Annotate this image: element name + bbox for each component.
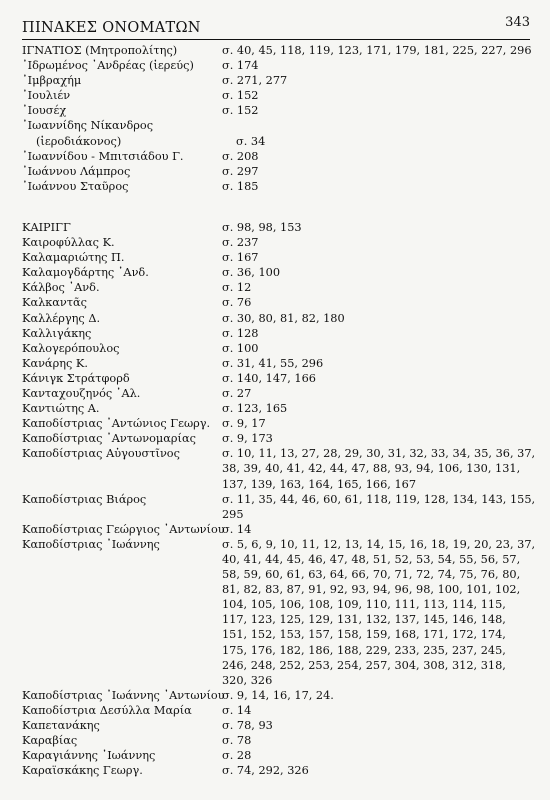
section-title: ΠΙΝΑΚΕΣ ΟΝΟΜΑΤΩΝ: [22, 20, 201, 36]
index-entry: [22, 356, 532, 371]
entry-name: Καλλιγάκης: [22, 326, 92, 340]
entry-name: Κάλβος ᾽Ανδ.: [22, 281, 100, 295]
index-entry: [22, 763, 532, 778]
index-entry: [22, 265, 532, 280]
entry-page-refs: σ. 78: [222, 734, 252, 748]
entry-page-refs: σ. 140, 147, 166: [222, 371, 316, 385]
index-list: [22, 43, 536, 778]
entry-page-refs: σ. 9, 173: [222, 432, 273, 446]
entry-name: ᾽Ιωαννίδου - Μπιτσιάδου Γ.: [22, 149, 184, 163]
entry-page-refs: σ. 208: [222, 149, 259, 163]
index-entry: [22, 58, 532, 73]
entry-page-refs: σ. 174: [222, 59, 259, 73]
index-entry: [22, 280, 532, 295]
entry-name: Καντιώτης Α.: [22, 402, 100, 416]
entry-page-refs: σ. 30, 80, 81, 82, 180: [222, 311, 345, 325]
entry-page-refs: σ. 9, 17: [222, 417, 266, 431]
index-entry: [22, 537, 536, 688]
entry-page-refs: σ. 5, 6, 9, 10, 11, 12, 13, 14, 15, 16, 18, 19, 20, 23, 37, 40, 41, 44, 45, 46, 47, 48, 51, 52, 53, 54, 55, 56, 57, 58, 59, 60, 61, 63, 64, 66, 70, 71, 72, 74, 75, 76, 80, 81, 82, 83, 87, 91, 92, 93, 94, 96, 98, 100, 101, 102, 104, 105, 106, 108, 109, 110, 111, 113, 114, 115, 117, 123, 125, 129, 131, 132, 137, 145, 146, 148, 151, 152, 153, 157, 158, 159, 168, 171, 172, 174, 175, 176, 182, 186, 188, 229, 233, 235, 237, 245, 246, 248, 252, 253, 254, 257, 304, 308, 312, 318, 320, 326: [222, 537, 536, 687]
index-entry: [22, 522, 532, 537]
entry-name: Καιροφύλλας Κ.: [22, 236, 115, 250]
entry-page-refs: σ. 185: [222, 179, 259, 193]
entry-name: Καλογερόπουλος: [22, 341, 120, 355]
entry-page-refs: σ. 31, 41, 55, 296: [222, 356, 324, 370]
entry-name: Καποδίστρια Δεσύλλα Μαρία: [22, 703, 192, 717]
index-entry: [22, 311, 532, 326]
entry-page-refs: σ. 128: [222, 326, 259, 340]
index-entry: [22, 43, 532, 58]
entry-name: Καραβίας: [22, 734, 78, 748]
entry-page-refs: σ. 27: [222, 386, 252, 400]
running-header: [22, 16, 530, 38]
index-entry: [22, 235, 532, 250]
entry-page-refs: σ. 12: [222, 281, 252, 295]
entry-name: ᾽Ιωάννου Σταῦρος: [22, 179, 129, 193]
entry-name: Καλαμαριώτης Π.: [22, 251, 125, 265]
entry-name: ᾽Ιδρωμένος ᾽Ανδρέας (ἱερεύς): [22, 59, 194, 73]
index-entry: [22, 748, 532, 763]
index-entry: [22, 341, 532, 356]
entry-page-refs: σ. 237: [222, 236, 259, 250]
entry-page-refs: σ. 167: [222, 251, 259, 265]
header-rule: [22, 39, 530, 40]
entry-page-refs: σ. 28: [222, 749, 252, 763]
entry-name: ᾽Ιουσέχ: [22, 104, 67, 118]
entry-name: Καραγιάννης ᾽Ιωάννης: [22, 749, 156, 763]
entry-page-refs: σ. 152: [222, 89, 259, 103]
entry-name: Καλκαντᾶς: [22, 296, 87, 310]
entry-name: Καποδίστριας Γεώργιος ᾽Αντωνίου: [22, 522, 225, 536]
entry-name: (ἱεροδιάκονος): [36, 134, 122, 148]
entry-name: Καλλέργης Δ.: [22, 311, 101, 325]
index-entry: [22, 733, 532, 748]
entry-name: Κάνιγκ Στράτφορδ: [22, 371, 130, 385]
index-entry: [22, 88, 532, 103]
index-entry: [22, 295, 532, 310]
index-entry: [22, 118, 532, 133]
section-gap: [22, 194, 532, 220]
index-entry: [22, 149, 532, 164]
entry-name: ΚΑΙΡΙΓΓ: [22, 220, 71, 234]
index-entry: [22, 103, 532, 118]
entry-page-refs: σ. 76: [222, 296, 252, 310]
entry-name: Καποδίστριας Αὐγουστῖνος: [22, 447, 180, 461]
index-entry: [22, 703, 532, 718]
entry-page-refs: σ. 40, 45, 118, 119, 123, 171, 179, 181, 225, 227, 296: [222, 44, 532, 57]
entry-page-refs: σ. 14: [222, 703, 252, 717]
entry-name: Καποδίστριας ᾽Αντωνομαρίας: [22, 432, 196, 446]
entry-page-refs: σ. 297: [222, 164, 259, 178]
entry-page-refs: σ. 98, 98, 153: [222, 220, 302, 234]
index-entry: [22, 326, 532, 341]
entry-page-refs: σ. 100: [222, 341, 259, 355]
entry-name: ᾽Ιωαννίδης Νίκανδρος: [22, 119, 154, 133]
entry-name: Καποδίστριας ᾽Αντώνιος Γεωργ.: [22, 417, 211, 431]
entry-page-refs: σ. 271, 277: [222, 74, 288, 88]
index-entry: [22, 250, 532, 265]
index-entry: [22, 220, 532, 235]
index-entry: [22, 446, 536, 491]
entry-page-refs: σ. 10, 11, 13, 27, 28, 29, 30, 31, 32, 33, 34, 35, 36, 37, 38, 39, 40, 41, 42, 44, 47, 88, 93, 94, 106, 130, 131, 137, 139, 163, 164, 165, 166, 167: [222, 447, 536, 491]
index-entry: [22, 164, 532, 179]
entry-page-refs: σ. 36, 100: [222, 266, 281, 280]
index-entry: [22, 386, 532, 401]
entry-page-refs: σ. 34: [236, 134, 266, 148]
entry-name: ΙΓΝΑΤΙΟΣ (Μητροπολίτης): [22, 44, 178, 57]
entry-name: ᾽Ιωάννου Λάμπρος: [22, 164, 131, 178]
index-entry: [22, 371, 532, 386]
index-entry: [22, 73, 532, 88]
entry-name: ᾽Ιμβραχήμ: [22, 74, 82, 88]
entry-name: Καποδίστριας ᾽Ιωάννης ᾽Αντωνίου: [22, 688, 225, 702]
entry-page-refs: σ. 78, 93: [222, 719, 273, 733]
entry-page-refs: σ. 14: [222, 522, 252, 536]
index-entry: [22, 401, 532, 416]
page-number: 343: [505, 15, 530, 30]
entry-name: Κανάρης Κ.: [22, 356, 88, 370]
entry-name: Καραϊσκάκης Γεωργ.: [22, 764, 143, 778]
index-entry: [22, 134, 532, 149]
entry-name: ᾽Ιουλιέν: [22, 89, 71, 103]
entry-name: Κανταχουζηνός ᾽Αλ.: [22, 386, 141, 400]
entry-name: Καλαμογδάρτης ᾽Ανδ.: [22, 266, 149, 280]
entry-page-refs: σ. 123, 165: [222, 402, 288, 416]
index-entry: [22, 179, 532, 194]
entry-name: Καποδίστριας ᾽Ιωάννης: [22, 537, 160, 551]
index-entry: [22, 718, 532, 733]
index-entry: [22, 431, 532, 446]
index-entry: [22, 416, 532, 431]
entry-page-refs: σ. 9, 14, 16, 17, 24.: [222, 688, 334, 702]
entry-page-refs: σ. 74, 292, 326: [222, 764, 309, 778]
entry-page-refs: σ. 11, 35, 44, 46, 60, 61, 118, 119, 128, 134, 143, 155, 295: [222, 492, 536, 521]
entry-name: Καποδίστριας Βιάρος: [22, 492, 147, 506]
entry-page-refs: σ. 152: [222, 104, 259, 118]
entry-name: Καπετανάκης: [22, 719, 100, 733]
index-entry: [22, 688, 532, 703]
index-entry: [22, 492, 536, 522]
